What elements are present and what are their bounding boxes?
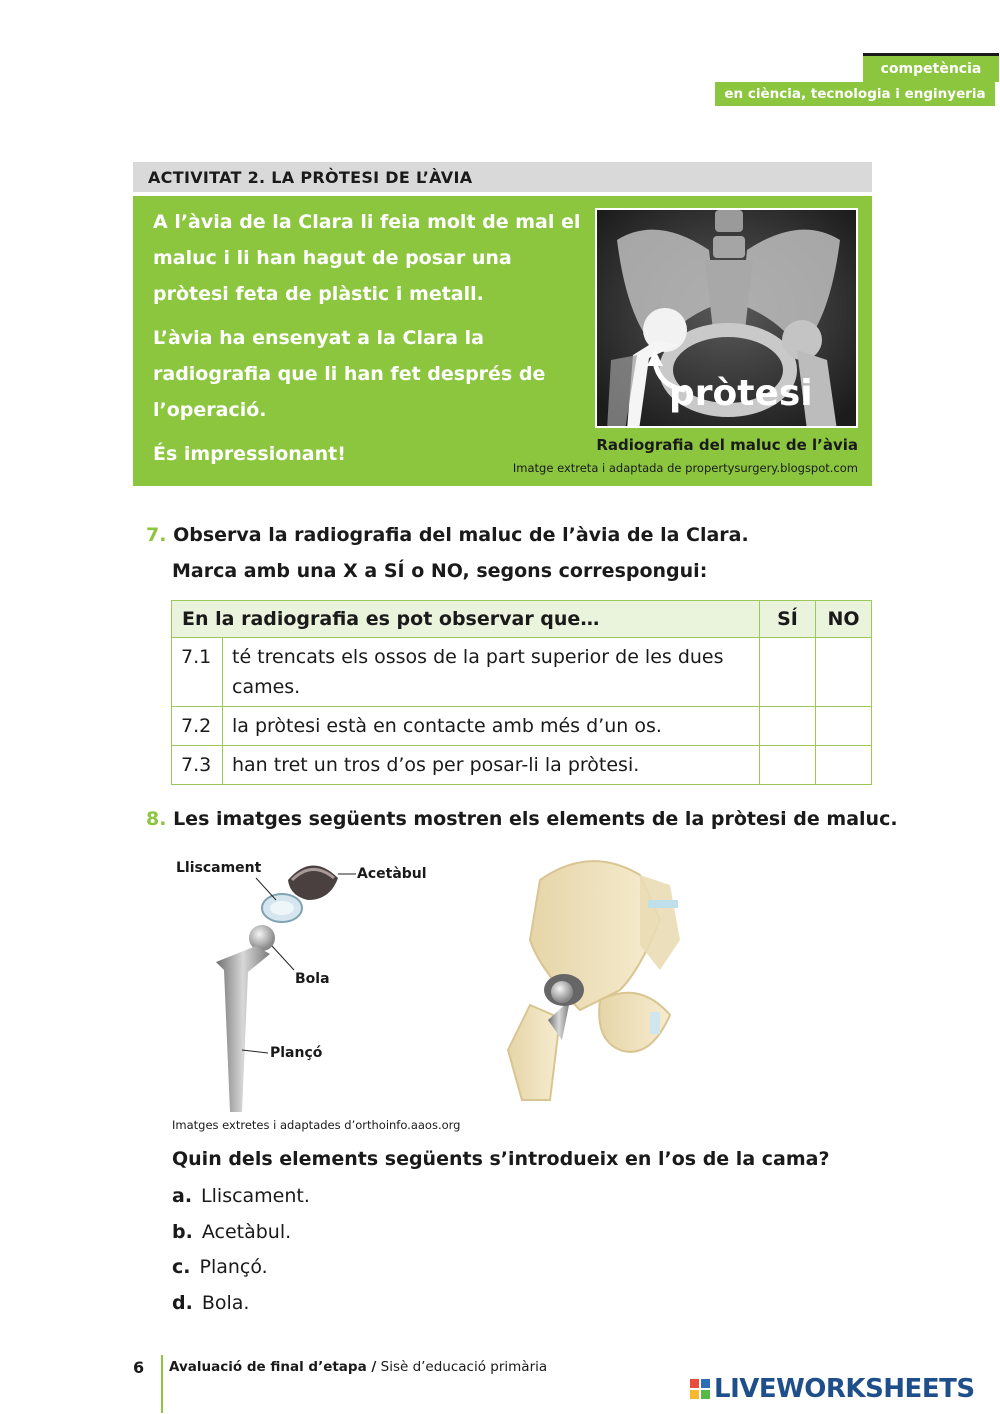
row-7-1-no-cell[interactable]: [816, 638, 872, 707]
competence-area-badge: en ciència, tecnologia i enginyeria: [715, 82, 995, 106]
table-header-no: NO: [816, 601, 872, 638]
activity-box: [133, 196, 872, 486]
row-statement: han tret un tros d’os per posar-li la pròtesi.: [223, 746, 760, 785]
option-d[interactable]: [172, 1287, 310, 1323]
row-7-1-yes-cell[interactable]: [760, 638, 816, 707]
label-ball: Bola: [295, 971, 330, 987]
question-7-line-2: Marca amb una X a SÍ o NO, segons correspongui:: [172, 560, 708, 582]
option-c[interactable]: [172, 1251, 310, 1287]
option-b[interactable]: [172, 1216, 310, 1252]
row-7-2-yes-cell[interactable]: [760, 707, 816, 746]
logo-blocks-icon: [690, 1379, 710, 1399]
figure-credit: Imatges extretes i adaptades d’orthoinfo.aaos.org: [172, 1118, 461, 1132]
option-letter: a.: [172, 1185, 193, 1207]
page-number: 6: [133, 1358, 145, 1377]
footer-title-rest: Sisè d’educació primària: [376, 1359, 548, 1375]
footer-title-bold: Avaluació de final d’etapa /: [169, 1359, 377, 1375]
question-8: [146, 808, 898, 830]
row-number: 7.3: [172, 746, 223, 785]
row-number: 7.2: [172, 707, 223, 746]
option-text: Plançó.: [199, 1256, 268, 1278]
table-header-yes: SÍ: [760, 601, 816, 638]
row-statement: té trencats els ossos de la part superior de les dues cames.: [223, 638, 760, 707]
activity-text: [153, 204, 583, 480]
watermark-text: LIVEWORKSHEETS: [714, 1374, 975, 1404]
option-a[interactable]: [172, 1180, 310, 1216]
question-8-text: Les imatges següents mostren els elements de la pròtesi de maluc.: [173, 808, 898, 830]
answer-table: [171, 600, 872, 785]
table-header: En la radiografia es pot observar que…: [172, 601, 760, 638]
xray-image: [595, 208, 858, 428]
liveworksheets-logo: [690, 1374, 975, 1404]
activity-paragraph-1: A l’àvia de la Clara li feia molt de mal el maluc i li han hagut de posar una pròtesi feta de plàstic i metall.: [153, 211, 581, 305]
prosthesis-figure: [170, 850, 730, 1120]
question-7-number: 7.: [146, 524, 167, 546]
question-7: [146, 517, 749, 589]
option-letter: c.: [172, 1256, 191, 1278]
activity-paragraph-2: L’àvia ha ensenyat a la Clara la radiografia que li han fet després de l’operació.: [153, 327, 546, 421]
activity-paragraph-3: És impressionant!: [153, 443, 346, 465]
option-text: Bola.: [201, 1291, 250, 1314]
row-7-2-no-cell[interactable]: [816, 707, 872, 746]
activity-title: ACTIVITAT 2. LA PRÒTESI DE L’ÀVIA: [133, 162, 872, 192]
prosthesis-illustration: [170, 850, 730, 1120]
row-statement: la pròtesi està en contacte amb més d’un os.: [223, 707, 760, 746]
competence-badge: competència: [863, 56, 999, 82]
option-text: Acetàbul.: [201, 1220, 292, 1243]
row-7-3-no-cell[interactable]: [816, 746, 872, 785]
question-7-line-1: Observa la radiografia del maluc de l’àvia de la Clara.: [173, 524, 749, 546]
label-stem: Plançó: [270, 1045, 323, 1061]
question-8-number: 8.: [146, 808, 167, 830]
label-cup: Acetàbul: [357, 866, 427, 882]
option-letter: b.: [172, 1220, 193, 1243]
xray-credit: Imatge extreta i adaptada de propertysurgery.blogspot.com: [512, 461, 858, 475]
table-row: [172, 746, 872, 785]
answer-options: [172, 1180, 310, 1322]
xray-label: pròtesi: [669, 373, 813, 414]
footer-divider: [161, 1355, 163, 1413]
option-letter: d.: [172, 1291, 193, 1314]
row-7-3-yes-cell[interactable]: [760, 746, 816, 785]
xray-caption: Radiografia del maluc de l’àvia: [596, 436, 858, 454]
footer-title: [169, 1359, 547, 1375]
table-row: [172, 707, 872, 746]
option-text: Lliscament.: [201, 1185, 310, 1207]
row-number: 7.1: [172, 638, 223, 707]
table-header-row: [172, 601, 872, 638]
label-liner: Lliscament: [176, 860, 262, 876]
table-row: [172, 638, 872, 707]
question-8-prompt: Quin dels elements següents s’introdueix en l’os de la cama?: [172, 1148, 830, 1170]
